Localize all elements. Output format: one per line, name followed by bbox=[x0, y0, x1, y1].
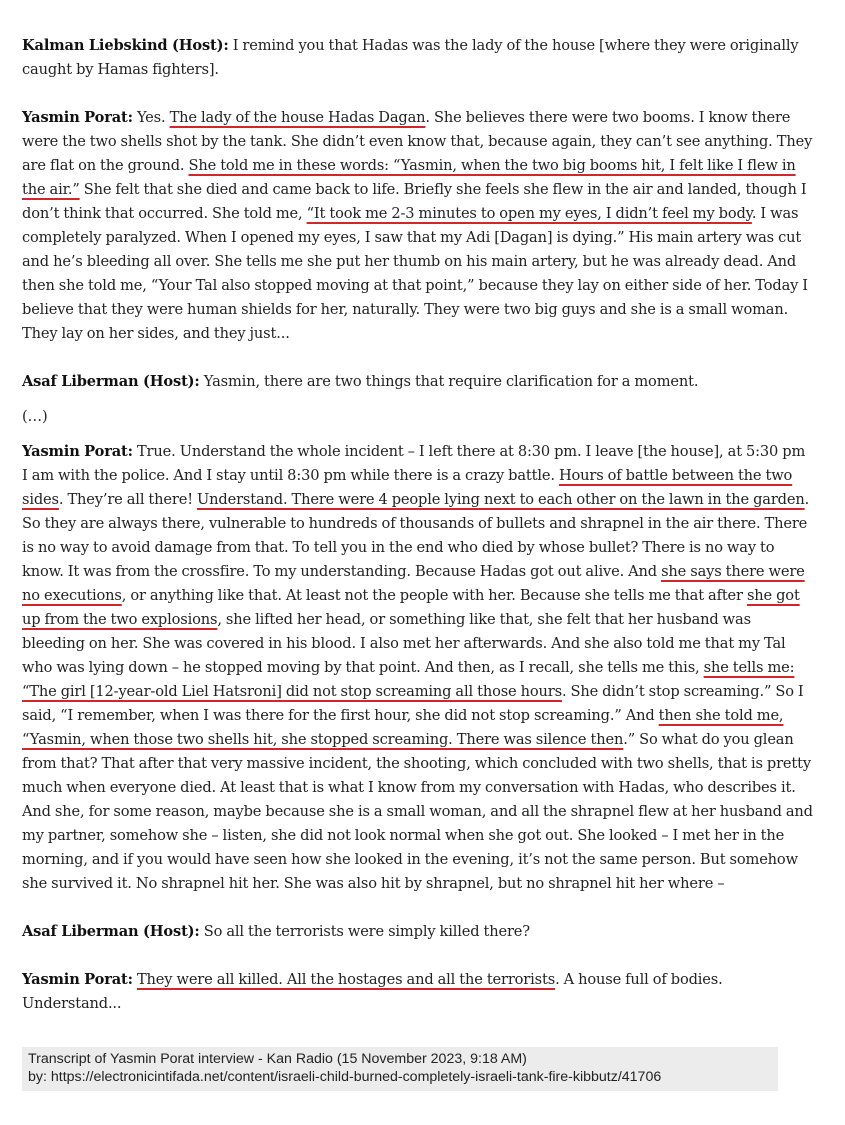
transcript-paragraph bbox=[22, 968, 814, 1016]
highlighted-quote: then she told me, “Yasmin, when those two shells hit, she stopped screaming. There was silence then bbox=[22, 707, 784, 748]
transcript-text: . A house full of bodies. Understand... bbox=[22, 971, 723, 1012]
speaker-label: Yasmin Porat: bbox=[22, 971, 133, 988]
transcript-text: True. Understand the whole incident – I left there at 8:30 pm. I leave [the house], at 5:30 pm I am with the police. And I stay until 8:30 pm while there is a crazy battle. bbox=[22, 443, 806, 484]
caption-source-url: by: https://electronicintifada.net/content/israeli-child-burned-completely-israeli-tank-fire-kibbutz/41706 bbox=[28, 1069, 662, 1085]
omission-marker: (…) bbox=[22, 408, 48, 425]
transcript-text: I remind you that Hadas was the lady of the house [where they were originally caught by Hamas fighters]. bbox=[22, 37, 799, 78]
transcript-text: .” So what do you glean from that? That after that very massive incident, the shooting, which concluded with two shells, that is pretty much when everyone died. At least that is what I know from my conversation with Hadas, who describes it. And she, for some reason, maybe because she is a small woman, and all the shrapnel flew at her husband and my partner, somehow she – listen, she did not look normal when she got out. She looked – I met her in the morning, and if you would have seen how she looked in the evening, it’s not the same person. But somehow she survived it. No shrapnel hit her. She was also hit by shrapnel, but no shrapnel hit her where – bbox=[22, 731, 813, 892]
transcript-text: . So they are always there, vulnerable to hundreds of thousands of bullets and shrapnel in the air there. There is no way to avoid damage from that. To tell you in the end who died by whose bullet? There is no way to know. It was from the crossfire. To my understanding. Because Hadas got out alive. And bbox=[22, 491, 810, 580]
speaker-label: Asaf Liberman (Host): bbox=[22, 373, 200, 390]
transcript-text: Yes. bbox=[132, 109, 170, 126]
transcript-text: , she lifted her head, or something like that, she felt that her husband was bleeding on her. She was covered in his blood. I also met her afterwards. And she also told me that my Tal who was lying down – he stopped moving by that point. And then, as I recall, she tells me this, bbox=[22, 611, 786, 676]
highlighted-quote: “It took me 2-3 minutes to open my eyes, I didn’t feel my body bbox=[306, 205, 752, 222]
speaker-label: Yasmin Porat: bbox=[22, 109, 133, 126]
transcript-text: She felt that she died and came back to life. Briefly she feels she flew in the air and landed, though I don’t think that occurred. She told me, bbox=[22, 181, 807, 222]
transcript-text: . They’re all there! bbox=[58, 491, 197, 508]
transcript-paragraph bbox=[22, 34, 814, 82]
transcript-paragraph bbox=[22, 370, 814, 394]
source-caption bbox=[22, 1047, 778, 1091]
transcript-text: . She didn’t stop screaming.” So I said, “I remember, when I was there for the first hour, she did not stop screaming.” And bbox=[22, 683, 804, 724]
transcript-paragraph bbox=[22, 440, 814, 896]
transcript-text: , or anything like that. At least not the people with her. Because she tells me that after bbox=[121, 587, 747, 604]
speaker-label: Yasmin Porat: bbox=[22, 443, 133, 460]
transcript-body bbox=[22, 34, 814, 1040]
highlighted-quote: Hours of battle between the two sides bbox=[22, 467, 793, 508]
highlighted-quote: she got up from the two explosions bbox=[22, 587, 800, 628]
highlighted-quote: Understand. There were 4 people lying next to each other on the lawn in the garden bbox=[197, 491, 805, 508]
speaker-label: Kalman Liebskind (Host): bbox=[22, 37, 229, 54]
caption-title: Transcript of Yasmin Porat interview - Kan Radio (15 November 2023, 9:18 AM) bbox=[28, 1051, 527, 1067]
highlighted-quote: she tells me: “The girl [12-year-old Liel Hatsroni] did not stop screaming all those hours bbox=[22, 659, 795, 700]
transcript-text: Yasmin, there are two things that require clarification for a moment. bbox=[199, 373, 699, 390]
highlighted-quote: She told me in these words: “Yasmin, when the two big booms hit, I felt like I flew in the air.” bbox=[22, 157, 796, 198]
transcript-text: . She believes there were two booms. I know there were the two shells shot by the tank. She didn’t even know that, because again, they can’t see anything. They are flat on the ground. bbox=[22, 109, 813, 174]
speaker-label: Asaf Liberman (Host): bbox=[22, 923, 200, 940]
highlighted-quote: They were all killed. All the hostages and all the terrorists bbox=[136, 971, 556, 988]
highlighted-quote: she says there were no executions bbox=[22, 563, 805, 604]
transcript-paragraph bbox=[22, 920, 814, 944]
transcript-text: So all the terrorists were simply killed there? bbox=[199, 923, 530, 940]
highlighted-quote: The lady of the house Hadas Dagan bbox=[169, 109, 426, 126]
transcript-text: . I was completely paralyzed. When I opened my eyes, I saw that my Adi [Dagan] is dying.” His main artery was cut and he’s bleeding all over. She tells me she put her thumb on his main artery, but he was already dead. And then she told me, “Your Tal also stopped moving at that point,” because they lay on either side of her. Today I believe that they were human shields for her, naturally. They were two big guys and she is a small woman. They lay on her sides, and they just... bbox=[22, 205, 808, 342]
transcript-paragraph bbox=[22, 106, 814, 346]
